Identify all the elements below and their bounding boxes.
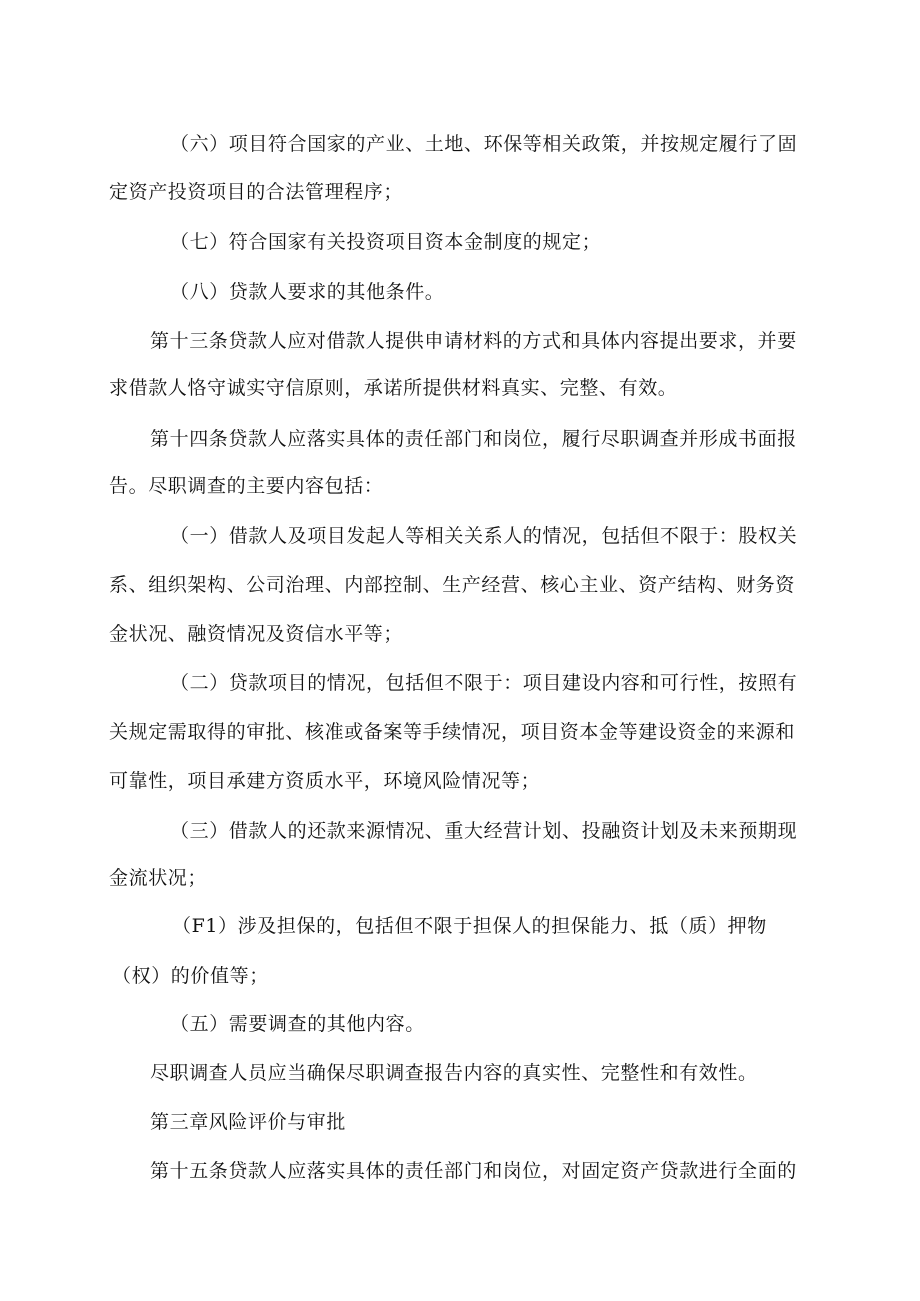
text-line: （F1）涉及担保的，包括但不限于担保人的担保能力、抵（质）押物	[172, 915, 767, 937]
text-line: 告。尽职调查的主要内容包括：	[109, 475, 384, 497]
text-line: 系、组织架构、公司治理、内部控制、生产经营、核心主业、资产结构、财务资	[109, 574, 796, 596]
text-line: 关规定需取得的审批、核准或备案等手续情况，项目资本金等建设资金的来源和	[109, 721, 796, 743]
text-line: 第十五条贷款人应落实具体的责任部门和岗位，对固定资产贷款进行全面的	[150, 1160, 797, 1182]
text-line: 金流状况；	[109, 867, 208, 889]
text-line: （六）项目符合国家的产业、土地、环保等相关政策，并按规定履行了固	[170, 133, 798, 155]
text-line: （一）借款人及项目发起人等相关关系人的情况，包括但不限于：股权关	[170, 525, 798, 547]
text-line: 尽职调查人员应当确保尽职调查报告内容的真实性、完整性和有效性。	[150, 1062, 758, 1084]
text-line: （七）符合国家有关投资项目资本金制度的规定；	[170, 231, 602, 253]
text-line: 可靠性，项目承建方资质水平，环境风险情况等；	[109, 770, 541, 792]
text-line: 金状况、融资情况及资信水平等；	[109, 623, 404, 645]
text-line: （二）贷款项目的情况，包括但不限于：项目建设内容和可行性，按照有	[170, 672, 798, 694]
text-line: （五）需要调查的其他内容。	[170, 1013, 425, 1035]
text-line: 求借款人恪守诚实守信原则，承诺所提供材料真实、完整、有效。	[109, 377, 678, 399]
text-line: （权）的价值等；	[112, 965, 269, 987]
section-heading: 第三章风险评价与审批	[150, 1111, 347, 1133]
text-line: 第十四条贷款人应落实具体的责任部门和岗位，履行尽职调查并形成书面报	[150, 428, 797, 450]
text-line: （三）借款人的还款来源情况、重大经营计划、投融资计划及未来预期现	[170, 820, 798, 842]
text-line: 定资产投资项目的合法管理程序；	[109, 181, 404, 203]
text-line: 第十三条贷款人应对借款人提供申请材料的方式和具体内容提出要求，并要	[150, 330, 797, 352]
text-line: （八）贷款人要求的其他条件。	[170, 281, 445, 303]
